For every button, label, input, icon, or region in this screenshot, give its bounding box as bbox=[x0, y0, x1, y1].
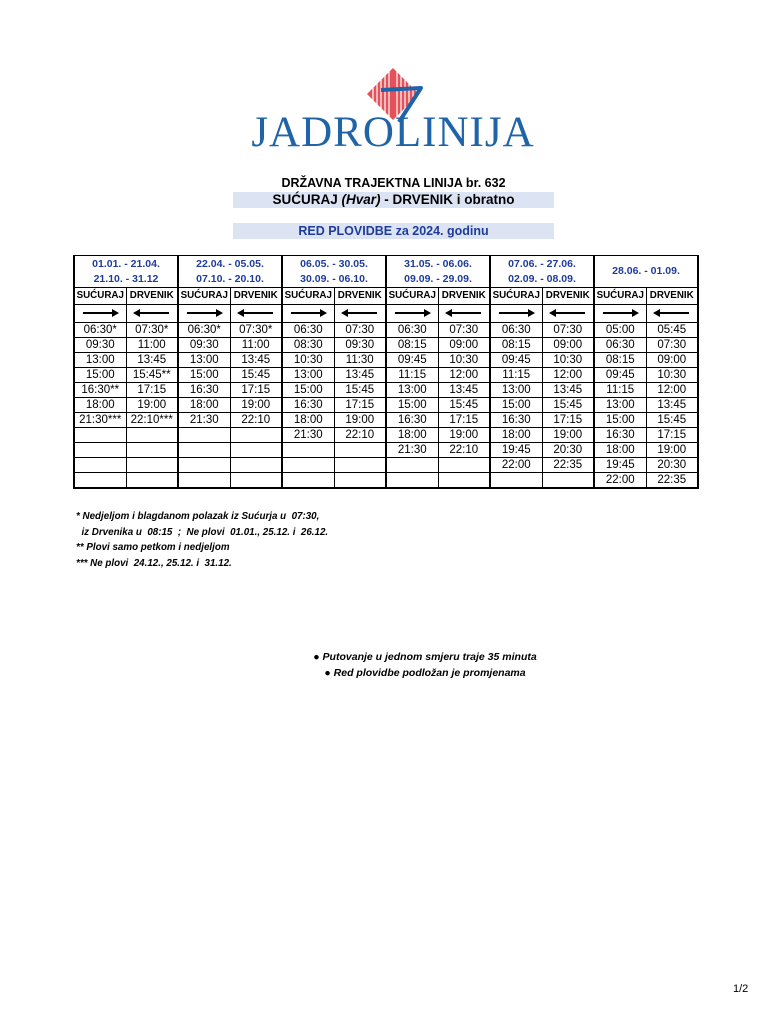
departure-time: 10:30 bbox=[438, 353, 490, 368]
departure-time bbox=[282, 458, 334, 473]
arrow-right-icon bbox=[499, 312, 533, 314]
departure-time: 12:00 bbox=[438, 368, 490, 383]
arrow-left-icon bbox=[655, 312, 689, 314]
period-header bbox=[178, 256, 282, 288]
arrow-right-icon bbox=[187, 312, 221, 314]
departure-time bbox=[178, 443, 230, 458]
departure-port-sucuraj: SUĆURAJ bbox=[178, 288, 230, 305]
departure-port-drvenik: DRVENIK bbox=[126, 288, 178, 305]
departure-time: 17:15 bbox=[334, 398, 386, 413]
departure-time: 13:00 bbox=[490, 383, 542, 398]
period-range: 21.10. - 31.12 bbox=[93, 272, 159, 285]
departure-time: 08:30 bbox=[282, 338, 334, 353]
period-range: 01.01. - 21.04. bbox=[92, 257, 160, 270]
footnote: *** Ne plovi 24.12., 25.12. i 31.12. bbox=[76, 557, 232, 569]
departure-time: 16:30 bbox=[282, 398, 334, 413]
departure-time: 11:15 bbox=[594, 383, 646, 398]
footnote: * Nedjeljom i blagdanom polazak iz Sućurja u 07:30, bbox=[76, 511, 320, 522]
departure-time: 11:00 bbox=[230, 338, 282, 353]
departure-time: 18:00 bbox=[490, 428, 542, 443]
departure-time bbox=[178, 458, 230, 473]
departure-time bbox=[126, 458, 178, 473]
departure-time bbox=[334, 458, 386, 473]
table-row bbox=[74, 428, 698, 443]
departure-time: 08:15 bbox=[490, 338, 542, 353]
footnote: iz Drvenika u 08:15 ; Ne plovi 01.01., 25.12. i 26.12. bbox=[76, 526, 329, 538]
jadrolinija-logo bbox=[218, 66, 568, 158]
departure-time: 21:30 bbox=[386, 443, 438, 458]
departure-time bbox=[282, 443, 334, 458]
departure-time: 19:00 bbox=[334, 413, 386, 428]
departure-time: 18:00 bbox=[178, 398, 230, 413]
period-header-row bbox=[74, 256, 698, 288]
table-row bbox=[74, 443, 698, 458]
departure-time bbox=[542, 473, 594, 489]
timetable bbox=[73, 255, 699, 489]
departure-time: 12:00 bbox=[646, 383, 698, 398]
departure-time: 15:00 bbox=[178, 368, 230, 383]
departure-time bbox=[126, 473, 178, 489]
footnotes bbox=[76, 509, 328, 571]
departure-time: 07:30 bbox=[334, 323, 386, 338]
departure-time: 19:00 bbox=[230, 398, 282, 413]
departure-time: 18:00 bbox=[386, 428, 438, 443]
arrow-left-icon bbox=[343, 312, 377, 314]
departure-time bbox=[74, 473, 126, 489]
departure-time: 15:45 bbox=[334, 383, 386, 398]
departure-time: 16:30 bbox=[178, 383, 230, 398]
departure-time: 07:30* bbox=[126, 323, 178, 338]
departure-time: 13:00 bbox=[74, 353, 126, 368]
route-title bbox=[233, 192, 554, 208]
departure-time: 19:00 bbox=[542, 428, 594, 443]
departure-time: 15:00 bbox=[282, 383, 334, 398]
departure-time: 15:45 bbox=[646, 413, 698, 428]
departure-time: 15:00 bbox=[594, 413, 646, 428]
direction-cell bbox=[438, 305, 490, 323]
departure-time: 13:45 bbox=[542, 383, 594, 398]
departure-time: 22:10 bbox=[438, 443, 490, 458]
departure-port-sucuraj: SUĆURAJ bbox=[490, 288, 542, 305]
departure-time: 10:30 bbox=[646, 368, 698, 383]
info-line: ● Putovanje u jednom smjeru traje 35 minuta bbox=[313, 651, 537, 663]
departure-time: 17:15 bbox=[646, 428, 698, 443]
ferry-line-title: DRŽAVNA TRAJEKTNA LINIJA br. 632 bbox=[281, 176, 506, 190]
period-header bbox=[74, 256, 178, 288]
direction-row bbox=[74, 288, 698, 305]
arrow-left-icon bbox=[135, 312, 169, 314]
departure-time: 05:45 bbox=[646, 323, 698, 338]
departure-time: 20:30 bbox=[646, 458, 698, 473]
departure-time bbox=[178, 473, 230, 489]
arrow-right-icon bbox=[603, 312, 637, 314]
departure-port-drvenik: DRVENIK bbox=[542, 288, 594, 305]
departure-time: 13:00 bbox=[178, 353, 230, 368]
departure-time: 08:15 bbox=[386, 338, 438, 353]
table-row bbox=[74, 458, 698, 473]
route-to: - DRVENIK i obratno bbox=[380, 192, 515, 207]
departure-time: 07:30 bbox=[542, 323, 594, 338]
schedule-title: RED PLOVIDBE za 2024. godinu bbox=[233, 223, 554, 239]
departure-time: 13:45 bbox=[646, 398, 698, 413]
departure-time: 15:00 bbox=[386, 398, 438, 413]
table-row bbox=[74, 398, 698, 413]
departure-time: 12:00 bbox=[542, 368, 594, 383]
departure-time: 11:00 bbox=[126, 338, 178, 353]
departure-time: 13:45 bbox=[438, 383, 490, 398]
arrow-left-icon bbox=[447, 312, 481, 314]
direction-cell bbox=[334, 305, 386, 323]
departure-time: 19:45 bbox=[490, 443, 542, 458]
direction-cell bbox=[126, 305, 178, 323]
direction-cell bbox=[490, 305, 542, 323]
period-range: 28.06. - 01.09. bbox=[612, 265, 680, 277]
departure-time: 18:00 bbox=[74, 398, 126, 413]
departure-time: 09:30 bbox=[334, 338, 386, 353]
departure-time: 16:30 bbox=[594, 428, 646, 443]
departure-time: 06:30 bbox=[594, 338, 646, 353]
departure-time: 09:45 bbox=[594, 368, 646, 383]
departure-port-drvenik: DRVENIK bbox=[230, 288, 282, 305]
departure-time: 13:00 bbox=[594, 398, 646, 413]
departure-time: 18:00 bbox=[594, 443, 646, 458]
departure-port-sucuraj: SUĆURAJ bbox=[282, 288, 334, 305]
departure-time: 09:30 bbox=[74, 338, 126, 353]
departure-time: 09:30 bbox=[178, 338, 230, 353]
departure-time: 15:45 bbox=[542, 398, 594, 413]
period-range: 06.05. - 30.05. bbox=[300, 257, 368, 270]
travel-info bbox=[290, 650, 560, 681]
departure-time: 17:15 bbox=[230, 383, 282, 398]
arrow-row bbox=[74, 305, 698, 323]
departure-time: 16:30 bbox=[386, 413, 438, 428]
table-row bbox=[74, 323, 698, 338]
period-range: 31.05. - 06.06. bbox=[404, 257, 472, 270]
departure-time bbox=[74, 458, 126, 473]
table-row bbox=[74, 368, 698, 383]
period-header bbox=[386, 256, 490, 288]
departure-time: 10:30 bbox=[282, 353, 334, 368]
table-row bbox=[74, 413, 698, 428]
departure-time bbox=[230, 443, 282, 458]
departure-time: 07:30 bbox=[438, 323, 490, 338]
departure-time: 21:30 bbox=[282, 428, 334, 443]
departure-time: 17:15 bbox=[438, 413, 490, 428]
departure-port-sucuraj: SUĆURAJ bbox=[74, 288, 126, 305]
period-range: 07.06. - 27.06. bbox=[508, 257, 576, 270]
departure-time: 22:35 bbox=[542, 458, 594, 473]
departure-time: 13:00 bbox=[386, 383, 438, 398]
departure-time bbox=[386, 473, 438, 489]
table-row bbox=[74, 383, 698, 398]
departure-port-drvenik: DRVENIK bbox=[334, 288, 386, 305]
logo-wordmark: JADROLINIJA bbox=[251, 109, 535, 156]
departure-port-sucuraj: SUĆURAJ bbox=[386, 288, 438, 305]
departure-time: 19:45 bbox=[594, 458, 646, 473]
departure-time: 22:35 bbox=[646, 473, 698, 489]
departure-time bbox=[438, 473, 490, 489]
departure-time: 17:15 bbox=[542, 413, 594, 428]
period-range: 07.10. - 20.10. bbox=[196, 272, 264, 285]
footnote: ** Plovi samo petkom i nedjeljom bbox=[76, 542, 230, 553]
arrow-left-icon bbox=[551, 312, 585, 314]
direction-cell bbox=[74, 305, 126, 323]
departure-time: 07:30 bbox=[646, 338, 698, 353]
departure-time: 22:00 bbox=[490, 458, 542, 473]
departure-time: 13:45 bbox=[334, 368, 386, 383]
departure-time: 09:00 bbox=[438, 338, 490, 353]
departure-time bbox=[74, 428, 126, 443]
info-line: ● Red plovidbe podložan je promjenama bbox=[324, 666, 526, 679]
departure-time: 15:45** bbox=[126, 368, 178, 383]
departure-time: 06:30 bbox=[282, 323, 334, 338]
departure-time: 20:30 bbox=[542, 443, 594, 458]
arrow-right-icon bbox=[395, 312, 429, 314]
departure-time: 10:30 bbox=[542, 353, 594, 368]
direction-cell bbox=[230, 305, 282, 323]
departure-time bbox=[334, 443, 386, 458]
departure-time: 15:45 bbox=[438, 398, 490, 413]
direction-cell bbox=[282, 305, 334, 323]
departure-time: 11:15 bbox=[490, 368, 542, 383]
departure-time: 06:30* bbox=[74, 323, 126, 338]
period-range: 22.04. - 05.05. bbox=[196, 257, 264, 270]
departure-time: 21:30*** bbox=[74, 413, 126, 428]
departure-time: 13:45 bbox=[126, 353, 178, 368]
departure-time: 11:30 bbox=[334, 353, 386, 368]
departure-time: 17:15 bbox=[126, 383, 178, 398]
departure-time: 19:00 bbox=[438, 428, 490, 443]
departure-time: 19:00 bbox=[126, 398, 178, 413]
departure-time: 15:00 bbox=[74, 368, 126, 383]
departure-time bbox=[282, 473, 334, 489]
departure-time: 08:15 bbox=[594, 353, 646, 368]
departure-port-drvenik: DRVENIK bbox=[646, 288, 698, 305]
departure-time: 22:10 bbox=[230, 413, 282, 428]
table-row bbox=[74, 353, 698, 368]
departure-time bbox=[126, 443, 178, 458]
departure-time: 18:00 bbox=[282, 413, 334, 428]
departure-time: 06:30 bbox=[386, 323, 438, 338]
table-row bbox=[74, 338, 698, 353]
arrow-left-icon bbox=[239, 312, 273, 314]
table-row bbox=[74, 473, 698, 489]
departure-time: 15:45 bbox=[230, 368, 282, 383]
departure-port-drvenik: DRVENIK bbox=[438, 288, 490, 305]
direction-cell bbox=[594, 305, 646, 323]
departure-port-sucuraj: SUĆURAJ bbox=[594, 288, 646, 305]
period-range: 09.09. - 29.09. bbox=[404, 272, 472, 285]
departure-time: 22:10 bbox=[334, 428, 386, 443]
departure-time bbox=[230, 473, 282, 489]
period-range: 02.09. - 08.09. bbox=[508, 272, 576, 285]
arrow-right-icon bbox=[83, 312, 117, 314]
route-from: SUĆURAJ bbox=[272, 192, 342, 207]
departure-time: 09:00 bbox=[542, 338, 594, 353]
period-header bbox=[490, 256, 594, 288]
departure-time bbox=[386, 458, 438, 473]
departure-time: 05:00 bbox=[594, 323, 646, 338]
arrow-right-icon bbox=[291, 312, 325, 314]
departure-time: 11:15 bbox=[386, 368, 438, 383]
departure-time: 16:30 bbox=[490, 413, 542, 428]
direction-cell bbox=[178, 305, 230, 323]
departure-time bbox=[230, 428, 282, 443]
departure-time bbox=[126, 428, 178, 443]
departure-time: 09:45 bbox=[386, 353, 438, 368]
departure-time: 13:00 bbox=[282, 368, 334, 383]
departure-time: 19:00 bbox=[646, 443, 698, 458]
departure-time bbox=[438, 458, 490, 473]
departure-time: 13:45 bbox=[230, 353, 282, 368]
period-header bbox=[594, 256, 698, 288]
departure-time: 22:00 bbox=[594, 473, 646, 489]
departure-time bbox=[490, 473, 542, 489]
departure-time: 09:00 bbox=[646, 353, 698, 368]
departure-time: 06:30* bbox=[178, 323, 230, 338]
departure-time: 15:00 bbox=[490, 398, 542, 413]
direction-cell bbox=[646, 305, 698, 323]
period-header bbox=[282, 256, 386, 288]
page-number: 1/2 bbox=[733, 983, 749, 995]
direction-cell bbox=[386, 305, 438, 323]
departure-time: 21:30 bbox=[178, 413, 230, 428]
route-island: (Hvar) bbox=[341, 192, 381, 207]
departure-time: 06:30 bbox=[490, 323, 542, 338]
departure-time: 09:45 bbox=[490, 353, 542, 368]
departure-time: 16:30** bbox=[74, 383, 126, 398]
period-range: 30.09. - 06.10. bbox=[300, 272, 368, 285]
departure-time: 07:30* bbox=[230, 323, 282, 338]
departure-time bbox=[334, 473, 386, 489]
departure-time bbox=[178, 428, 230, 443]
departure-time bbox=[230, 458, 282, 473]
direction-cell bbox=[542, 305, 594, 323]
departure-time: 22:10*** bbox=[126, 413, 178, 428]
departure-time bbox=[74, 443, 126, 458]
